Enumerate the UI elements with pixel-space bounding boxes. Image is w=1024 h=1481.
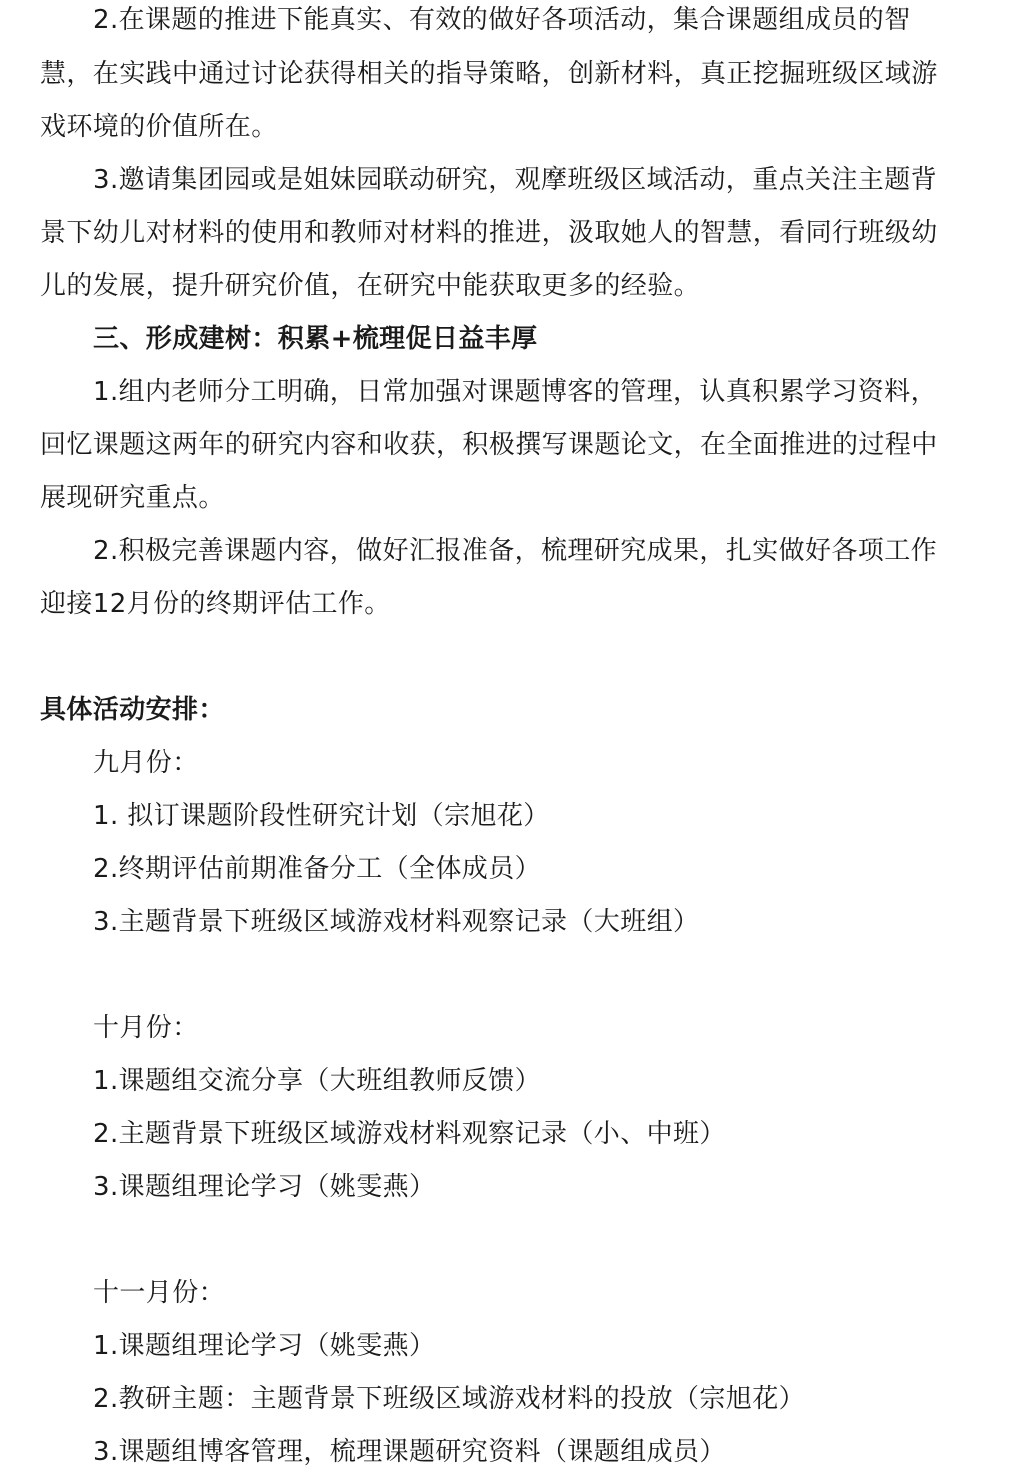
schedule-item: 2.教研主题：主题背景下班级区域游戏材料的投放（宗旭花） <box>93 1384 806 1414</box>
schedule-heading: 具体活动安排： <box>40 695 225 725</box>
schedule-item: 2.主题背景下班级区域游戏材料观察记录（小、中班） <box>93 1119 726 1149</box>
schedule-item: 3.课题组博客管理，梳理课题研究资料（课题组成员） <box>93 1437 726 1467</box>
paragraph-line: 1.组内老师分工明确，日常加强对课题博客的管理，认真积累学习资料， <box>93 377 938 407</box>
month-label: 十一月份： <box>93 1278 226 1308</box>
schedule-item: 1. 拟订课题阶段性研究计划（宗旭花） <box>93 801 550 831</box>
paragraph-line: 回忆课题这两年的研究内容和收获，积极撰写课题论文，在全面推进的过程中 <box>40 430 938 460</box>
month-label: 十月份： <box>93 1013 199 1043</box>
paragraph-line: 慧，在实践中通过讨论获得相关的指导策略，创新材料，真正挖掘班级区域游 <box>40 59 938 89</box>
section-heading: 三、形成建树：积累+梳理促日益丰厚 <box>93 324 538 354</box>
paragraph-line: 儿的发展，提升研究价值，在研究中能获取更多的经验。 <box>40 271 701 301</box>
paragraph-line: 3.邀请集团园或是姐妹园联动研究，观摩班级区域活动，重点关注主题背 <box>93 165 938 195</box>
paragraph-line: 戏环境的价值所在。 <box>40 112 278 142</box>
paragraph-line: 展现研究重点。 <box>40 483 225 513</box>
month-label: 九月份： <box>93 748 199 778</box>
schedule-item: 1.课题组理论学习（姚雯燕） <box>93 1331 436 1361</box>
paragraph-line: 迎接12月份的终期评估工作。 <box>40 589 391 619</box>
paragraph-line: 景下幼儿对材料的使用和教师对材料的推进，汲取她人的智慧，看同行班级幼 <box>40 218 938 248</box>
paragraph-line: 2.在课题的推进下能真实、有效的做好各项活动，集合课题组成员的智 <box>93 5 911 35</box>
schedule-item: 3.课题组理论学习（姚雯燕） <box>93 1172 436 1202</box>
schedule-item: 3.主题背景下班级区域游戏材料观察记录（大班组） <box>93 907 700 937</box>
schedule-item: 1.课题组交流分享（大班组教师反馈） <box>93 1066 542 1096</box>
schedule-item: 2.终期评估前期准备分工（全体成员） <box>93 854 542 884</box>
paragraph-line: 2.积极完善课题内容，做好汇报准备，梳理研究成果，扎实做好各项工作 <box>93 536 938 566</box>
